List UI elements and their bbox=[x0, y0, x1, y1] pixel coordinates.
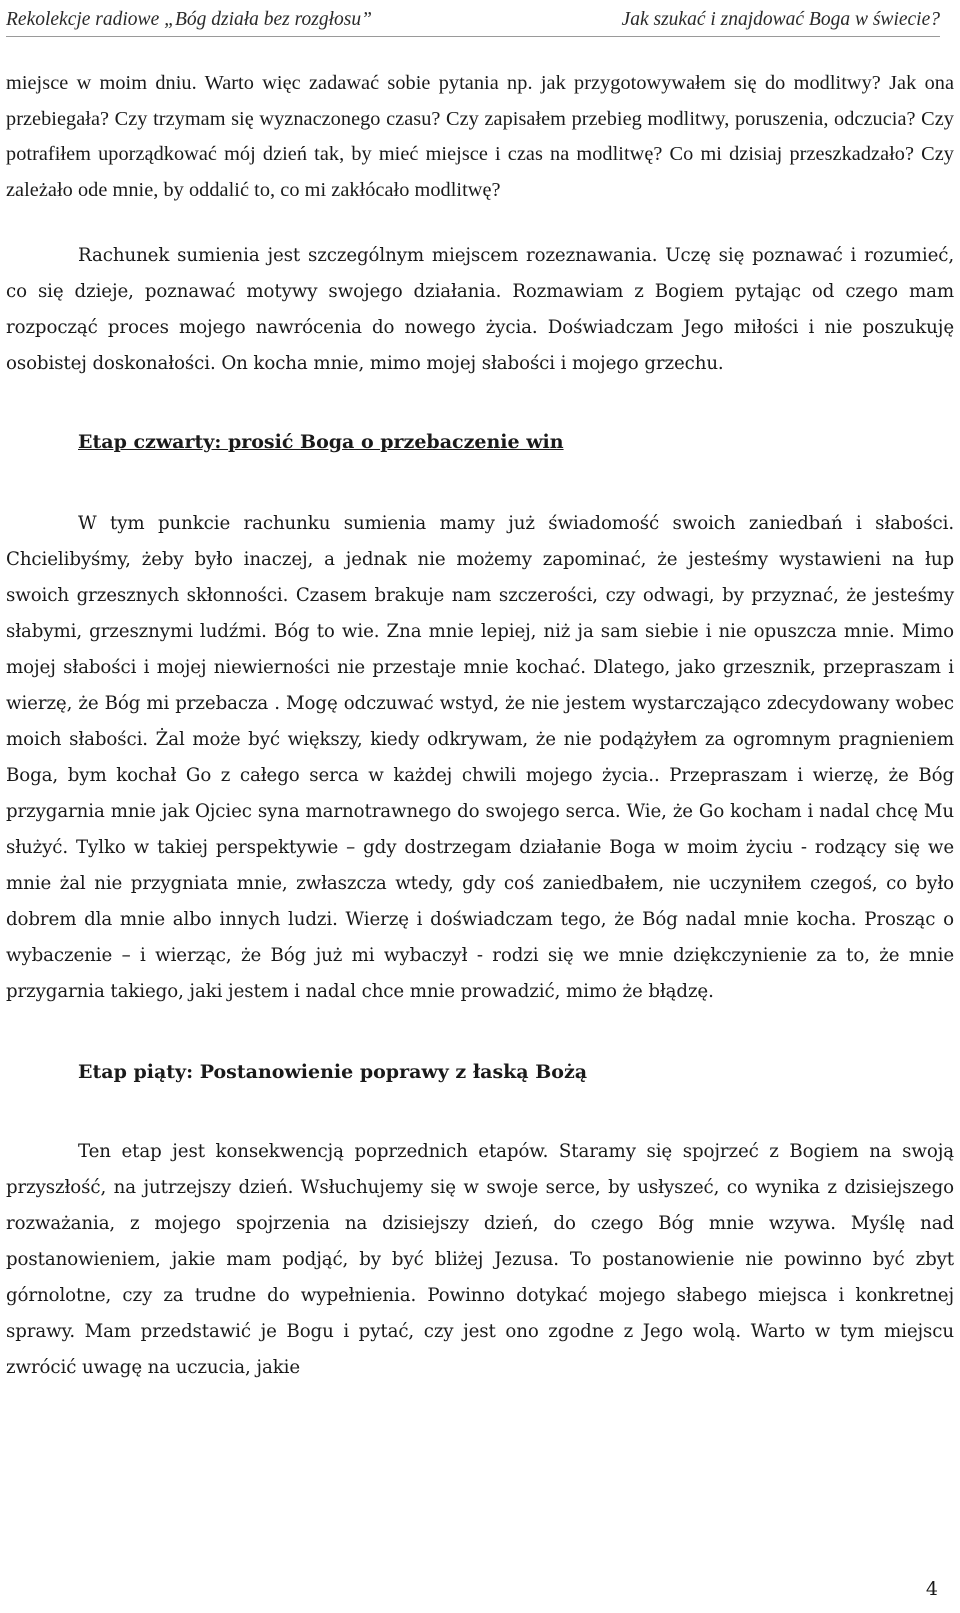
running-header bbox=[6, 4, 940, 37]
section-heading-stage-five: Etap piąty: Postanowienie poprawy z łaską Bożą bbox=[78, 1061, 588, 1083]
paragraph-examination-discernment: Rachunek sumienia jest szczególnym miejscem rozeznawania. Uczę się poznawać i rozumieć, co się dzieje, poznawać motywy swojego działania. Rozmawiam z Bogiem pytając od czego mam rozpocząć proces mojego nawrócenia do nowego życia. Doświadczam Jego miłości i nie poszukuję osobistej doskonałości. On kocha mnie, mimo mojej słabości i mojego grzechu. bbox=[6, 245, 954, 374]
page-body bbox=[6, 66, 954, 1386]
header-section-title: Jak szukać i znajdować Boga w świecie? bbox=[621, 9, 940, 30]
paragraph-stage-five-body: Ten etap jest konsekwencją poprzednich etapów. Staramy się spojrzeć z Bogiem na swoją przyszłość, na jutrzejszy dzień. Wsłuchujemy się w swoje serce, by usłyszeć, co wynika z dzisiejszego rozważania, z mojego spojrzenia na dzisiejszy dzień, do czego Bóg mnie wzywa. Myślę nad postanowieniem, jakie mam podjąć, by być bliżej Jezusa. To postanowienie nie powinno być zbyt górnolotne, czy za trudne do wypełnienia. Powinno dotykać mojego słabego miejsca i konkretnej sprawy. Mam przedstawić je Bogu i pytać, czy jest ono zgodne z Jego wolą. Warto w tym miejscu zwrócić uwagę na uczucia, jakie bbox=[6, 1141, 954, 1378]
header-series-title: Rekolekcje radiowe „Bóg działa bez rozgłosu” bbox=[6, 9, 372, 30]
page-number: 4 bbox=[925, 1578, 938, 1600]
section-heading-stage-four: Etap czwarty: prosić Boga o przebaczenie win bbox=[78, 431, 564, 453]
paragraph-stage-four-body: W tym punkcie rachunku sumienia mamy już świadomość swoich zaniedbań i słabości. Chcielibyśmy, żeby było inaczej, a jednak nie możemy zapominać, że jesteśmy wystawieni na łup swoich grzesznych skłonności. Czasem brakuje nam szczerości, czy odwagi, by przyznać, że jesteśmy słabymi, grzesznymi ludźmi. Bóg to wie. Zna mnie lepiej, niż ja sam siebie i nie opuszcza mnie. Mimo mojej słabości i mojej niewierności nie przestaje mnie kochać. Dlatego, jako grzesznik, przepraszam i wierzę, że Bóg mi przebacza . Mogę odczuwać wstyd, że nie jestem wystarczająco zdecydowany wobec moich słabości. Żal może być większy, kiedy odkrywam, że nie podążyłem za ogromnym pragnieniem Boga, bym kochał Go z całego serca w każdej chwili mojego życia.. Przepraszam i wierzę, że Bóg przygarnia mnie jak Ojciec syna marnotrawnego do swojego serca. Wie, że Go kocham i nadal chcę Mu służyć. Tylko w takiej perspektywie – gdy dostrzegam działanie Boga w moim życiu - rodzący się we mnie żal nie przygniata mnie, zwłaszcza wtedy, gdy coś zaniedbałem, nie uczyniłem czegoś, co było dobrem dla mnie albo innych ludzi. Wierzę i doświadczam tego, że Bóg nadal mnie kocha. Prosząc o wybaczenie – i wierząc, że Bóg już mi wybaczył - rodzi się we mnie dziękczynienie za to, że mnie przygarnia takiego, jaki jestem i nadal chce mnie prowadzić, mimo że błądzę. bbox=[6, 513, 954, 1002]
paragraph-prayer-questions: miejsce w moim dniu. Warto więc zadawać sobie pytania np. jak przygotowywałem się do modlitwy? Jak ona przebiegała? Czy trzymam się wyznaczonego czasu? Czy zapisałem przebieg modlitwy, poruszenia, odczucia? Czy potrafiłem uporządkować mój dzień tak, by mieć miejsce i czas na modlitwę? Co mi dzisiaj przeszkadzało? Czy zależało ode mnie, by oddalić to, co mi zakłócało modlitwę? bbox=[6, 72, 954, 201]
